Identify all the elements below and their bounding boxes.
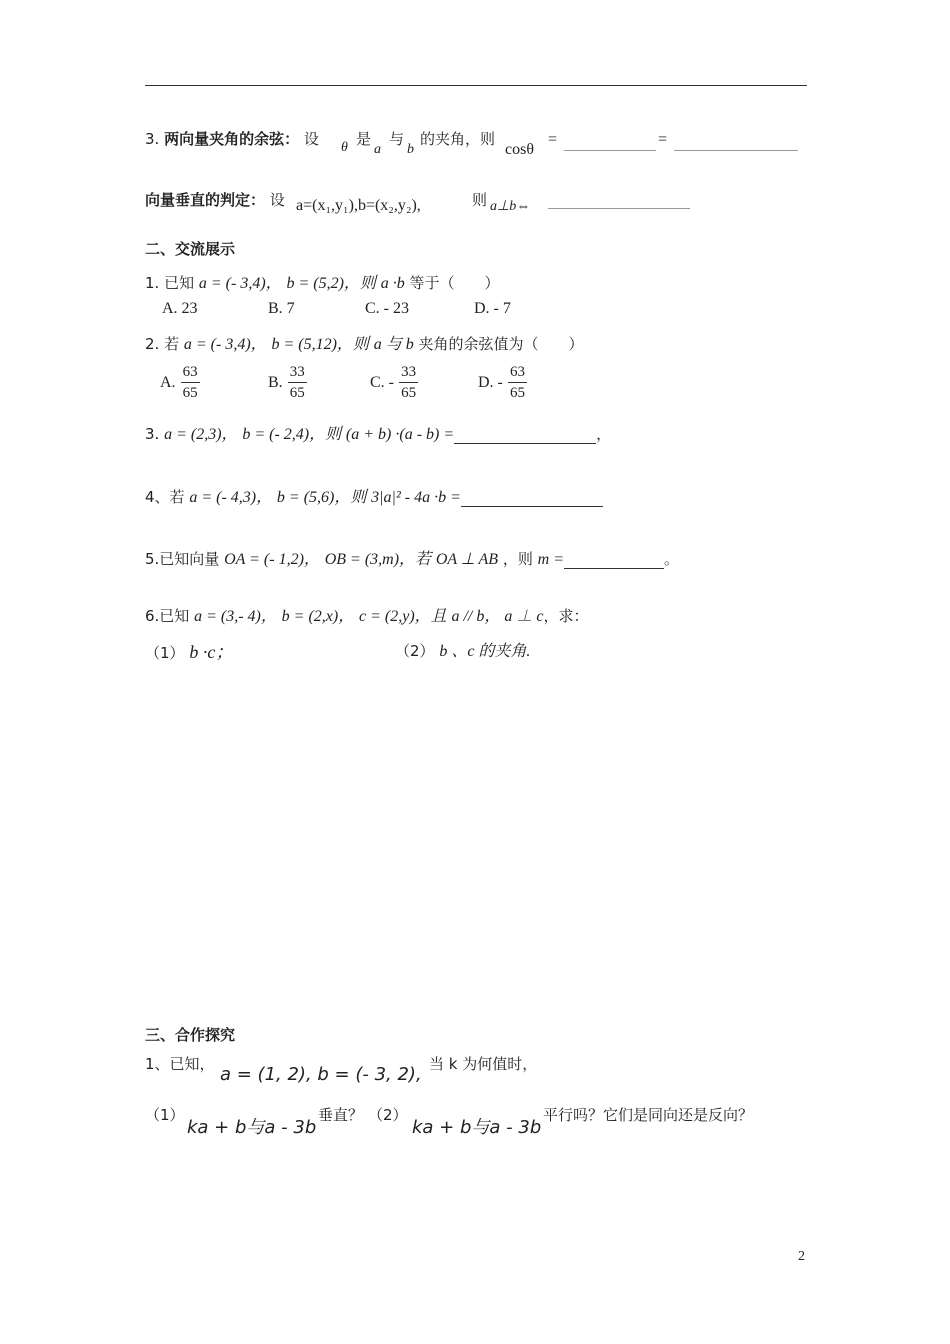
q1-option-b[interactable]: B. 7 <box>268 300 295 317</box>
q2-option-c-num: 33 <box>399 362 418 383</box>
item3-theta: θ <box>341 140 348 155</box>
q5-answer-blank[interactable] <box>564 552 664 569</box>
item3-title: 两向量夹角的余弦： <box>164 130 300 148</box>
s2-q6 <box>145 603 588 626</box>
item3-blank1[interactable] <box>564 132 656 151</box>
item3-line <box>145 128 319 149</box>
s3-q1-formula <box>220 1064 422 1085</box>
q2-option-a-num: 63 <box>181 362 200 383</box>
s3-part1-expression: ka + b与a - 3b <box>187 1117 317 1138</box>
q2-option-d[interactable] <box>478 362 527 403</box>
q4-vector-a: a = (- 4,3)， <box>189 489 273 506</box>
q6-part1-expression: b ·c； <box>189 642 234 662</box>
q4-vector-b: b = (5,6)，则 <box>276 489 367 506</box>
q2-option-a[interactable] <box>160 362 200 403</box>
item3-eq2: = <box>658 131 668 148</box>
q4-answer-blank[interactable] <box>461 490 603 507</box>
q2-option-b-den: 65 <box>289 385 305 401</box>
perp-blank[interactable] <box>548 190 690 209</box>
q3-expression: (a + b) ·(a - b) = <box>345 426 455 443</box>
s3-part2-tail: 平行吗？它们是同向还是反向？ <box>543 1106 754 1124</box>
s2-q3 <box>145 421 611 444</box>
s3-part2-label: （2） <box>368 1106 408 1124</box>
q2-option-a-den: 65 <box>182 385 198 401</box>
header-rule <box>145 85 807 86</box>
q1-product: a ·b <box>380 275 405 292</box>
perp-text1: 设 <box>269 191 285 209</box>
q6-condition: a // b， a ⊥ c <box>451 608 544 625</box>
page-number: 2 <box>798 1249 805 1264</box>
q2-option-b[interactable] <box>268 362 307 403</box>
perp-line <box>145 189 285 210</box>
s2-q5 <box>145 546 679 569</box>
q6-vector-b: b = (2,x)， <box>281 608 355 625</box>
s3-part1-tail: 垂直？ <box>318 1106 364 1124</box>
item3-yu: 与 <box>389 130 405 148</box>
q2-option-d-label: D. - <box>478 374 503 391</box>
perp-text2: 则 <box>472 191 488 209</box>
item3-blank2[interactable] <box>674 132 798 151</box>
q6-vector-c: c = (2,y)，且 <box>359 608 447 625</box>
q5-condition: OA ⊥ AB <box>435 551 499 568</box>
q6-label: 6.已知 <box>145 607 190 625</box>
s2-q1 <box>145 270 500 293</box>
section2-title: 二、交流展示 <box>145 240 236 258</box>
item3-vector-a: a <box>374 142 381 157</box>
q5-then: ，则 <box>502 550 533 568</box>
item3-shi: 是 <box>356 130 372 148</box>
q2-vector-a: a = (- 3,4)， <box>183 336 267 353</box>
q6-tail: ，求： <box>543 607 589 625</box>
q6-part2 <box>395 638 530 661</box>
item3-eq1: = <box>548 131 558 148</box>
q2-option-d-num: 63 <box>508 362 527 383</box>
s3-part2-expression: ka + b与a - 3b <box>412 1117 542 1138</box>
item3-number: 3. <box>145 130 160 148</box>
q3-answer-blank[interactable] <box>454 427 596 444</box>
q6-vector-a: a = (3,- 4)， <box>194 608 277 625</box>
q5-oa: OA = (- 1,2)， <box>224 551 320 568</box>
q5-m: m = <box>537 551 564 568</box>
section3-title: 三、合作探究 <box>145 1026 236 1044</box>
q2-option-b-num: 33 <box>288 362 307 383</box>
q2-option-b-label: B. <box>268 374 283 391</box>
q2-tail: 夹角的余弦值为（ ） <box>418 335 584 353</box>
q1-tail: 等于（ ） <box>409 274 500 292</box>
q6-part2-text: b 、c 的夹角. <box>439 643 531 660</box>
q6-part2-label: （2） <box>395 642 435 660</box>
q1-option-c[interactable]: C. - 23 <box>365 300 409 317</box>
q2-option-c-den: 65 <box>401 385 417 401</box>
q5-ob: OB = (3,m)，若 <box>324 551 432 568</box>
s2-q2 <box>145 331 584 354</box>
item3-cos: cosθ <box>505 141 534 158</box>
q2-mid: a 与 b <box>373 336 414 353</box>
q1-vector-b: b = (5,2)，则 <box>286 275 376 292</box>
s3-part1-label: （1） <box>145 1106 185 1124</box>
s3-q1-formula-text: a = (1, 2), b = (- 3, 2), <box>220 1064 422 1085</box>
q3-vector-b: b = (- 2,4)，则 <box>242 426 342 443</box>
s3-q1-label: 1、已知， <box>145 1055 215 1073</box>
q3-tail: ， <box>596 425 612 443</box>
s2-q4 <box>145 484 603 507</box>
q1-option-d[interactable]: D. - 7 <box>474 300 511 317</box>
item3-vector-b: b <box>407 142 414 157</box>
s3-q1-tail: 当 k 为何值时， <box>429 1055 538 1073</box>
item3-text2: 的夹角，则 <box>420 130 496 148</box>
perp-formula: a=(x₁,y₁),b=(x₂,y₂), <box>296 197 421 214</box>
q5-tail: 。 <box>664 550 680 568</box>
q1-label: 1. 已知 <box>145 274 195 292</box>
q2-option-c-label: C. - <box>370 374 394 391</box>
q3-label: 3. <box>145 425 160 443</box>
q6-part1-label: （1） <box>145 644 185 662</box>
q2-option-c[interactable] <box>370 362 418 403</box>
q6-part1 <box>145 638 233 664</box>
q3-vector-a: a = (2,3)， <box>164 426 238 443</box>
q4-label: 4、若 <box>145 488 185 506</box>
q2-label: 2. 若 <box>145 335 180 353</box>
q2-option-d-den: 65 <box>509 385 525 401</box>
q5-label: 5.已知向量 <box>145 550 220 568</box>
perp-condition: a⊥b⇔ <box>490 199 531 214</box>
q2-vector-b: b = (5,12)，则 <box>271 336 369 353</box>
item3-text1: 设 <box>303 130 319 148</box>
q1-vector-a: a = (- 3,4)， <box>198 275 282 292</box>
q1-option-a[interactable]: A. 23 <box>162 300 198 317</box>
q4-expression: 3|a|² - 4a ·b = <box>371 489 461 506</box>
q2-option-a-label: A. <box>160 374 176 391</box>
perp-title: 向量垂直的判定： <box>145 191 266 209</box>
